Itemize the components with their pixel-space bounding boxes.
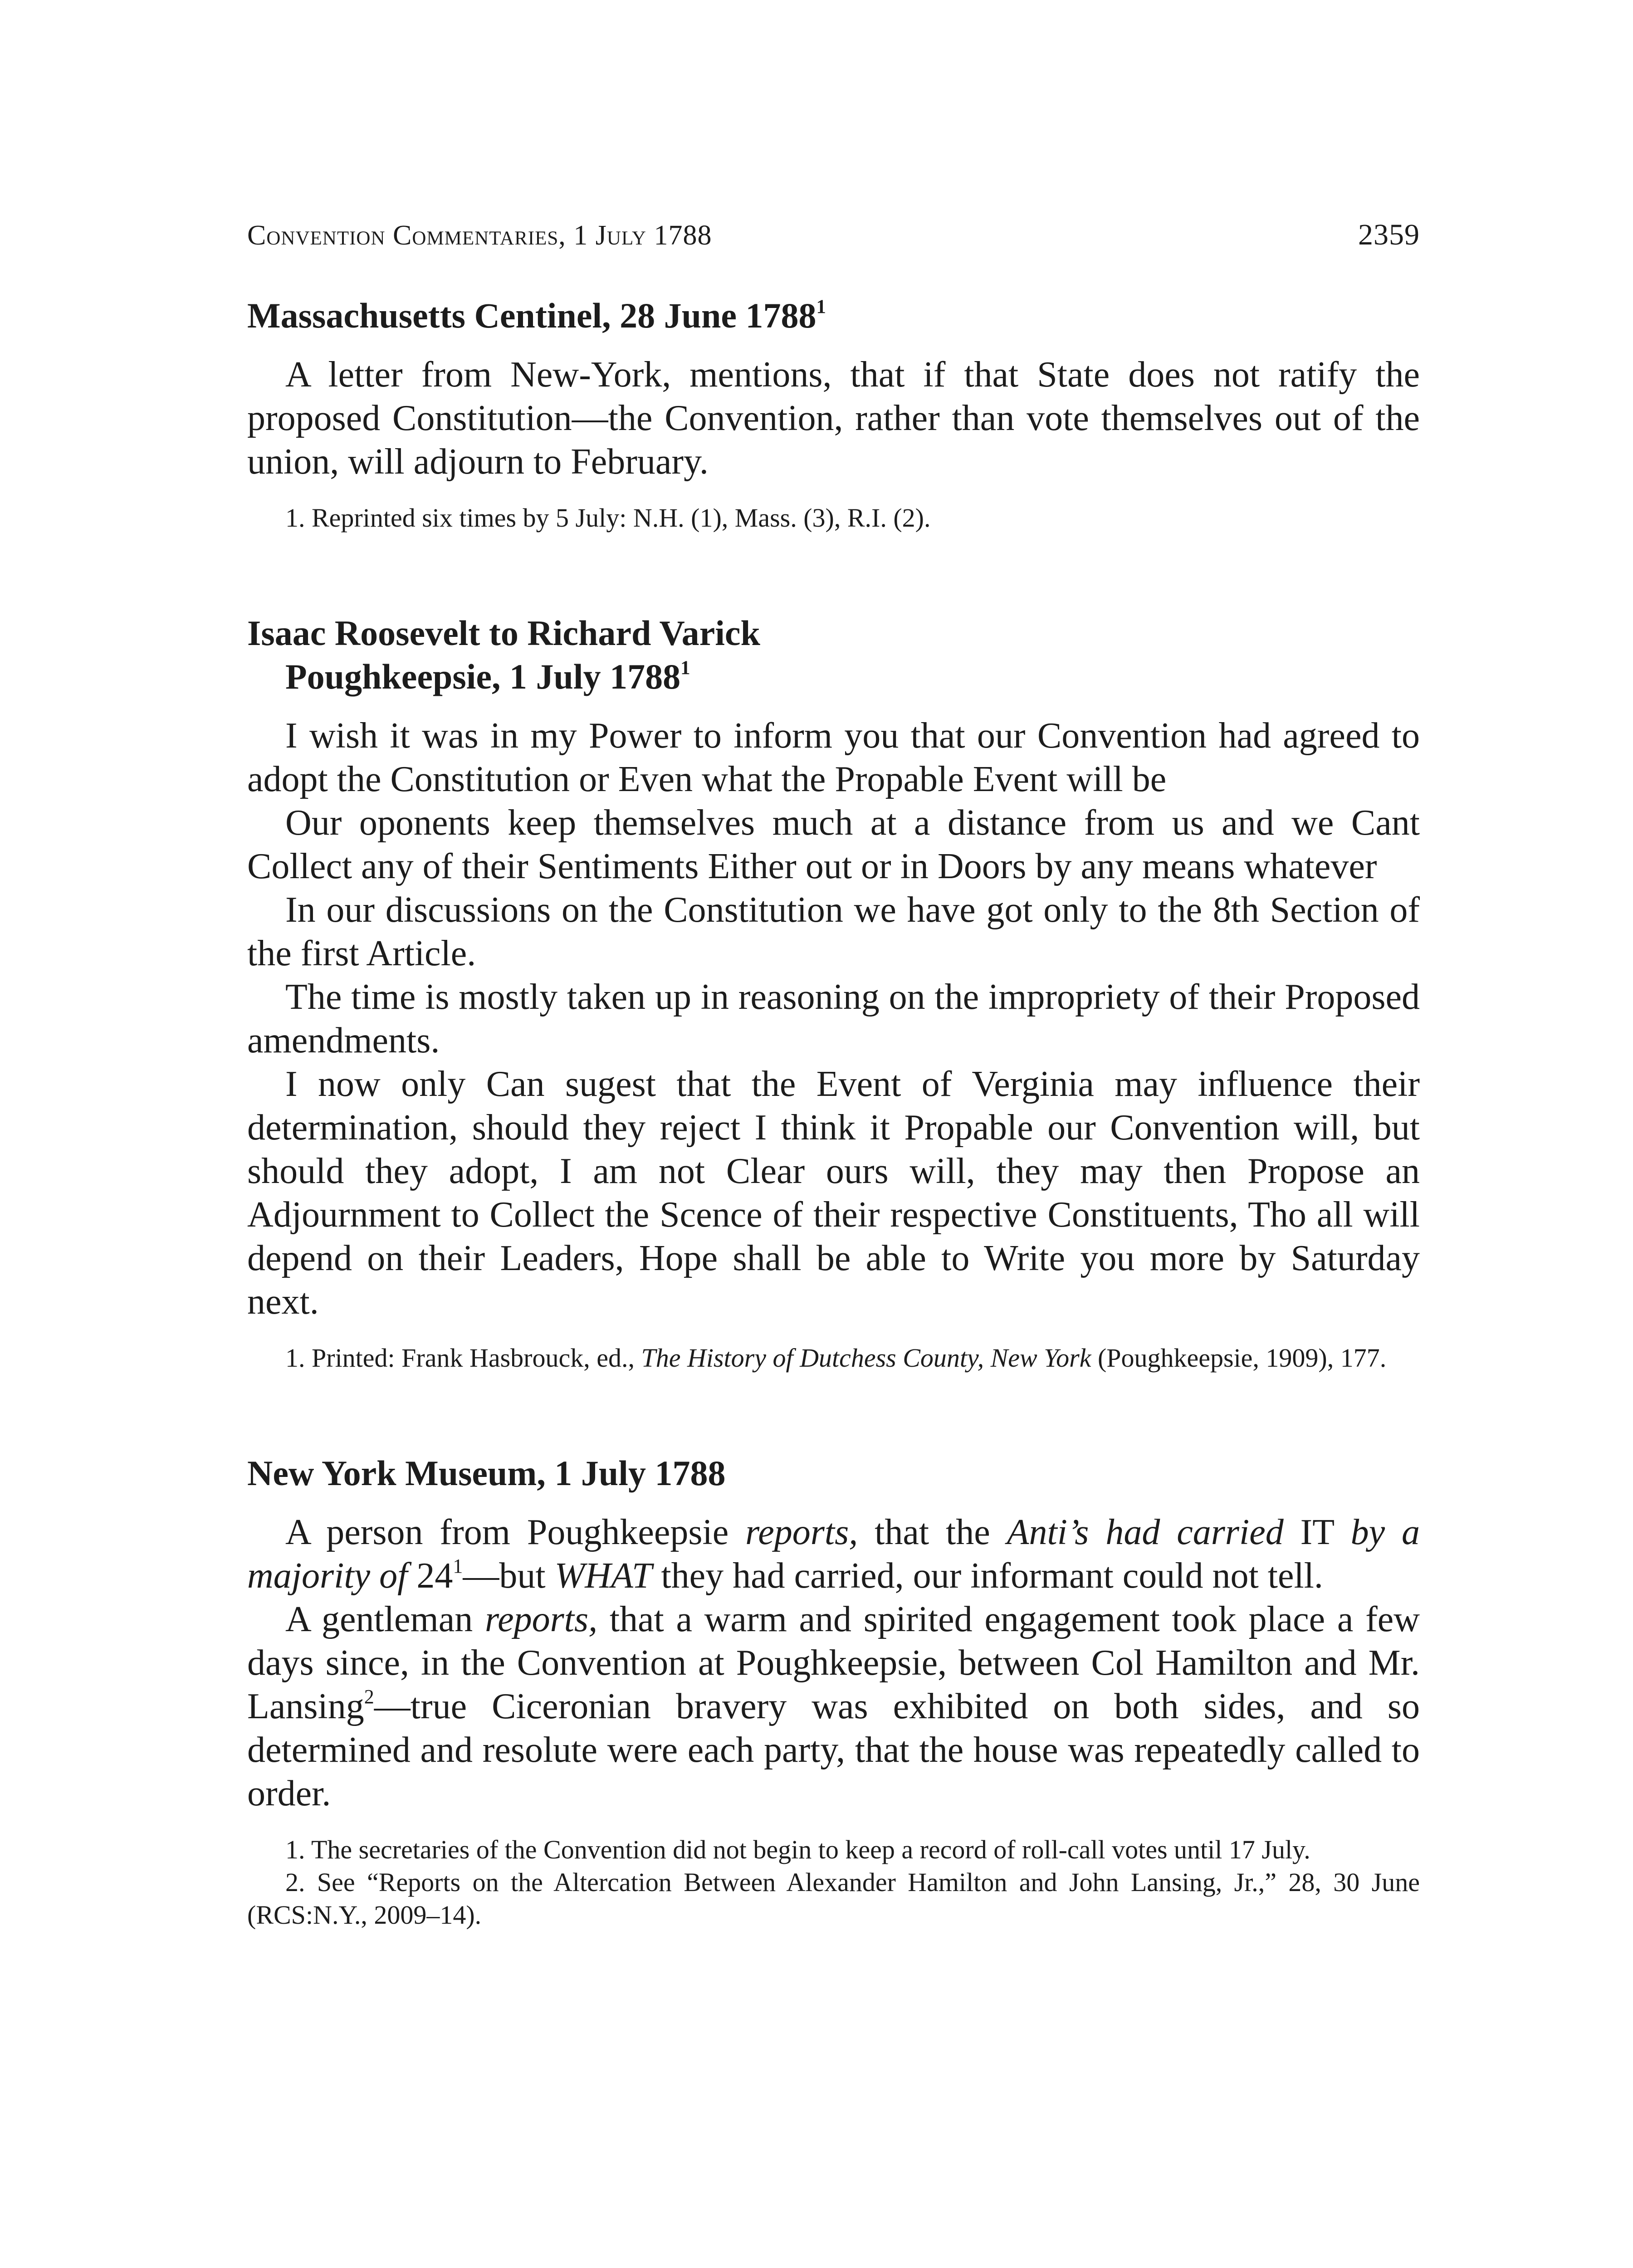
body-paragraph xyxy=(247,1598,1420,1815)
footnote-marker: 2 xyxy=(364,1686,374,1708)
footnote: 1. Reprinted six times by 5 July: N.H. (1), Mass. (3), R.I. (2). xyxy=(285,503,931,533)
running-head-title: Convention Commentaries, 1 July 1788 xyxy=(247,220,712,251)
italic-run: WHAT xyxy=(554,1556,652,1596)
body-paragraph: I now only Can sugest that the Event of Verginia may influence their determination, should they reject I think it Propable our Convention will, but should they adopt, I am not Clear ours will, they may then Propose an Adjournment to Collect the Scence of their respective Constituents, Tho all will depend on their Leaders, Hope shall be able to Write you more by Saturday next. xyxy=(247,1064,1420,1322)
footnote-text: 1. Printed: Frank Hasbrouck, ed., xyxy=(285,1343,641,1373)
footnote xyxy=(247,1342,1420,1374)
section-heading-text: Massachusetts Centinel, 28 June 1788 xyxy=(247,296,816,335)
page-number: 2359 xyxy=(1358,218,1420,251)
footnote: 1. The secretaries of the Convention did not begin to keep a record of roll-call votes until 17 July. xyxy=(285,1835,1310,1864)
footnote-marker: 1 xyxy=(453,1555,463,1577)
footnote-book-title: The History of Dutchess County, New York xyxy=(641,1343,1091,1373)
section-heading: New York Museum, 1 July 1788 xyxy=(247,1453,726,1493)
footnotes xyxy=(247,1342,1420,1374)
italic-run: by a majority of xyxy=(247,1512,1420,1596)
text-run: IT xyxy=(1283,1512,1351,1552)
body-paragraph: In our discussions on the Constitution we have got only to the 8th Section of the first Article. xyxy=(247,890,1420,973)
section-roosevelt-letter xyxy=(247,611,1420,1374)
body-paragraph: A letter from New-York, mentions, that if that State does not ratify the proposed Constitution—the Convention, rather than vote themselves out of the union, will adjourn to February. xyxy=(247,355,1420,482)
document-page xyxy=(247,218,1420,1931)
running-head xyxy=(247,218,1420,252)
dateline: Poughkeepsie, 1 July 1788 xyxy=(285,657,681,696)
footnote-marker: 1 xyxy=(816,296,826,318)
text-run: —true Ciceronian bravery was exhibited on both sides, and so determined and resolute were each party, that the house was repeatedly called to order. xyxy=(247,1686,1420,1813)
text-run: A gentleman xyxy=(285,1599,485,1639)
text-run: that the xyxy=(858,1512,1007,1552)
body-paragraph: I wish it was in my Power to inform you that our Convention had agreed to adopt the Constitution or Even what the Propable Event will be xyxy=(247,716,1420,799)
italic-run: Anti’s had carried xyxy=(1007,1512,1284,1552)
text-run: —but xyxy=(463,1556,555,1596)
body-paragraph: Our oponents keep themselves much at a distance from us and we Cant Collect any of their Sentiments Either out or in Doors by any means whatever xyxy=(247,803,1420,886)
footnote-marker: 1 xyxy=(680,657,690,679)
section-heading xyxy=(247,611,1420,699)
footnote-text: (Poughkeepsie, 1909), 177. xyxy=(1091,1343,1387,1373)
body-paragraph xyxy=(247,1510,1420,1598)
footnotes xyxy=(247,502,1420,534)
body-paragraph: The time is mostly taken up in reasoning on the impropriety of their Proposed amendments. xyxy=(247,977,1420,1061)
italic-run: reports, xyxy=(745,1512,858,1552)
section-heading xyxy=(247,294,1420,337)
section-new-york-museum xyxy=(247,1452,1420,1931)
section-heading-text: Isaac Roosevelt to Richard Varick xyxy=(247,613,760,653)
text-run: 24 xyxy=(407,1556,453,1596)
footnote: 2. See “Reports on the Altercation Between Alexander Hamilton and John Lansing, Jr.,” 28, 30 June (RCS:N.Y., 2009–14). xyxy=(247,1867,1420,1930)
section-massachusetts-centinel xyxy=(247,294,1420,534)
text-run: that a warm and spirited engagement took place a few days since, in the Convention at Poughkeepsie, between Col Hamilton and Mr. Lansing xyxy=(247,1599,1420,1726)
text-run: A person from Poughkeepsie xyxy=(285,1512,746,1552)
text-run: they had carried, our informant could not tell. xyxy=(652,1556,1323,1596)
italic-run: reports, xyxy=(484,1599,598,1639)
footnotes xyxy=(247,1833,1420,1931)
section-subheading xyxy=(247,655,1420,699)
